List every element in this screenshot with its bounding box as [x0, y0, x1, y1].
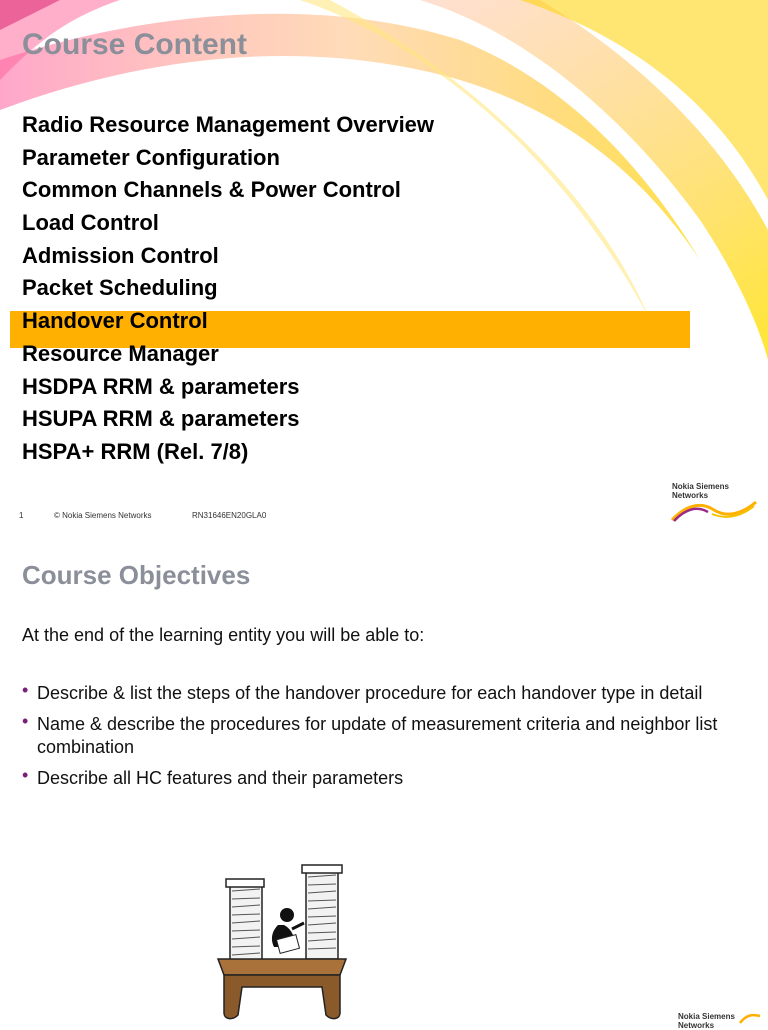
logo-text-line2: Networks: [678, 1021, 715, 1030]
logo-text-line1: Nokia Siemens: [678, 1012, 735, 1021]
doc-code: RN31646EN20GLA0: [192, 511, 267, 520]
list-item: Packet Scheduling: [22, 275, 218, 301]
logo-text-line2: Networks: [672, 491, 709, 500]
logo-swoosh-icon: [740, 1013, 760, 1024]
copyright: © Nokia Siemens Networks: [54, 511, 152, 520]
list-item: [22, 764, 742, 791]
list-item: Resource Manager: [22, 340, 219, 366]
course-content-list: [22, 109, 434, 469]
list-item: Load Control: [22, 210, 159, 236]
objectives-list: [22, 682, 742, 797]
list-item: [22, 682, 742, 706]
list-item-highlighted: Handover Control: [22, 308, 208, 334]
list-item: HSUPA RRM & parameters: [22, 406, 300, 432]
logo-swoosh-icon: [672, 500, 758, 522]
page-title: Course Objectives: [22, 560, 251, 590]
list-item: HSPA+ RRM (Rel. 7/8): [22, 438, 249, 464]
objective-text: Describe all HC features and their parameters: [37, 767, 404, 788]
page-title: Course Content: [22, 28, 247, 61]
person-head-icon: [280, 908, 294, 922]
intro-text: At the end of the learning entity you will be able to:: [22, 625, 425, 645]
bullet-icon: •: [22, 680, 29, 700]
desk-paperwork-illustration: [212, 863, 352, 1023]
list-item: Common Channels & Power Control: [22, 177, 401, 203]
paper-stack-right-icon: [302, 865, 342, 959]
objective-text: Name & describe the procedures for update of measurement criteria and neighbor list combination: [37, 713, 718, 757]
page-number: 1: [19, 511, 24, 520]
paper-stack-left-icon: [226, 879, 264, 961]
list-item: Radio Resource Management Overview: [22, 112, 435, 137]
bullet-icon: •: [22, 710, 29, 731]
slide-course-objectives: [0, 535, 768, 1030]
nsn-logo: [672, 482, 758, 527]
objective-text: Describe & list the steps of the handover procedure for each handover type in detail: [37, 683, 703, 703]
nsn-logo: [678, 1012, 735, 1030]
bullet-icon: •: [22, 764, 29, 785]
logo-text-line1: Nokia Siemens: [672, 482, 729, 491]
list-item: Admission Control: [22, 242, 219, 268]
list-item: [22, 710, 742, 760]
list-item: Parameter Configuration: [22, 144, 280, 170]
list-item: HSDPA RRM & parameters: [22, 373, 300, 399]
